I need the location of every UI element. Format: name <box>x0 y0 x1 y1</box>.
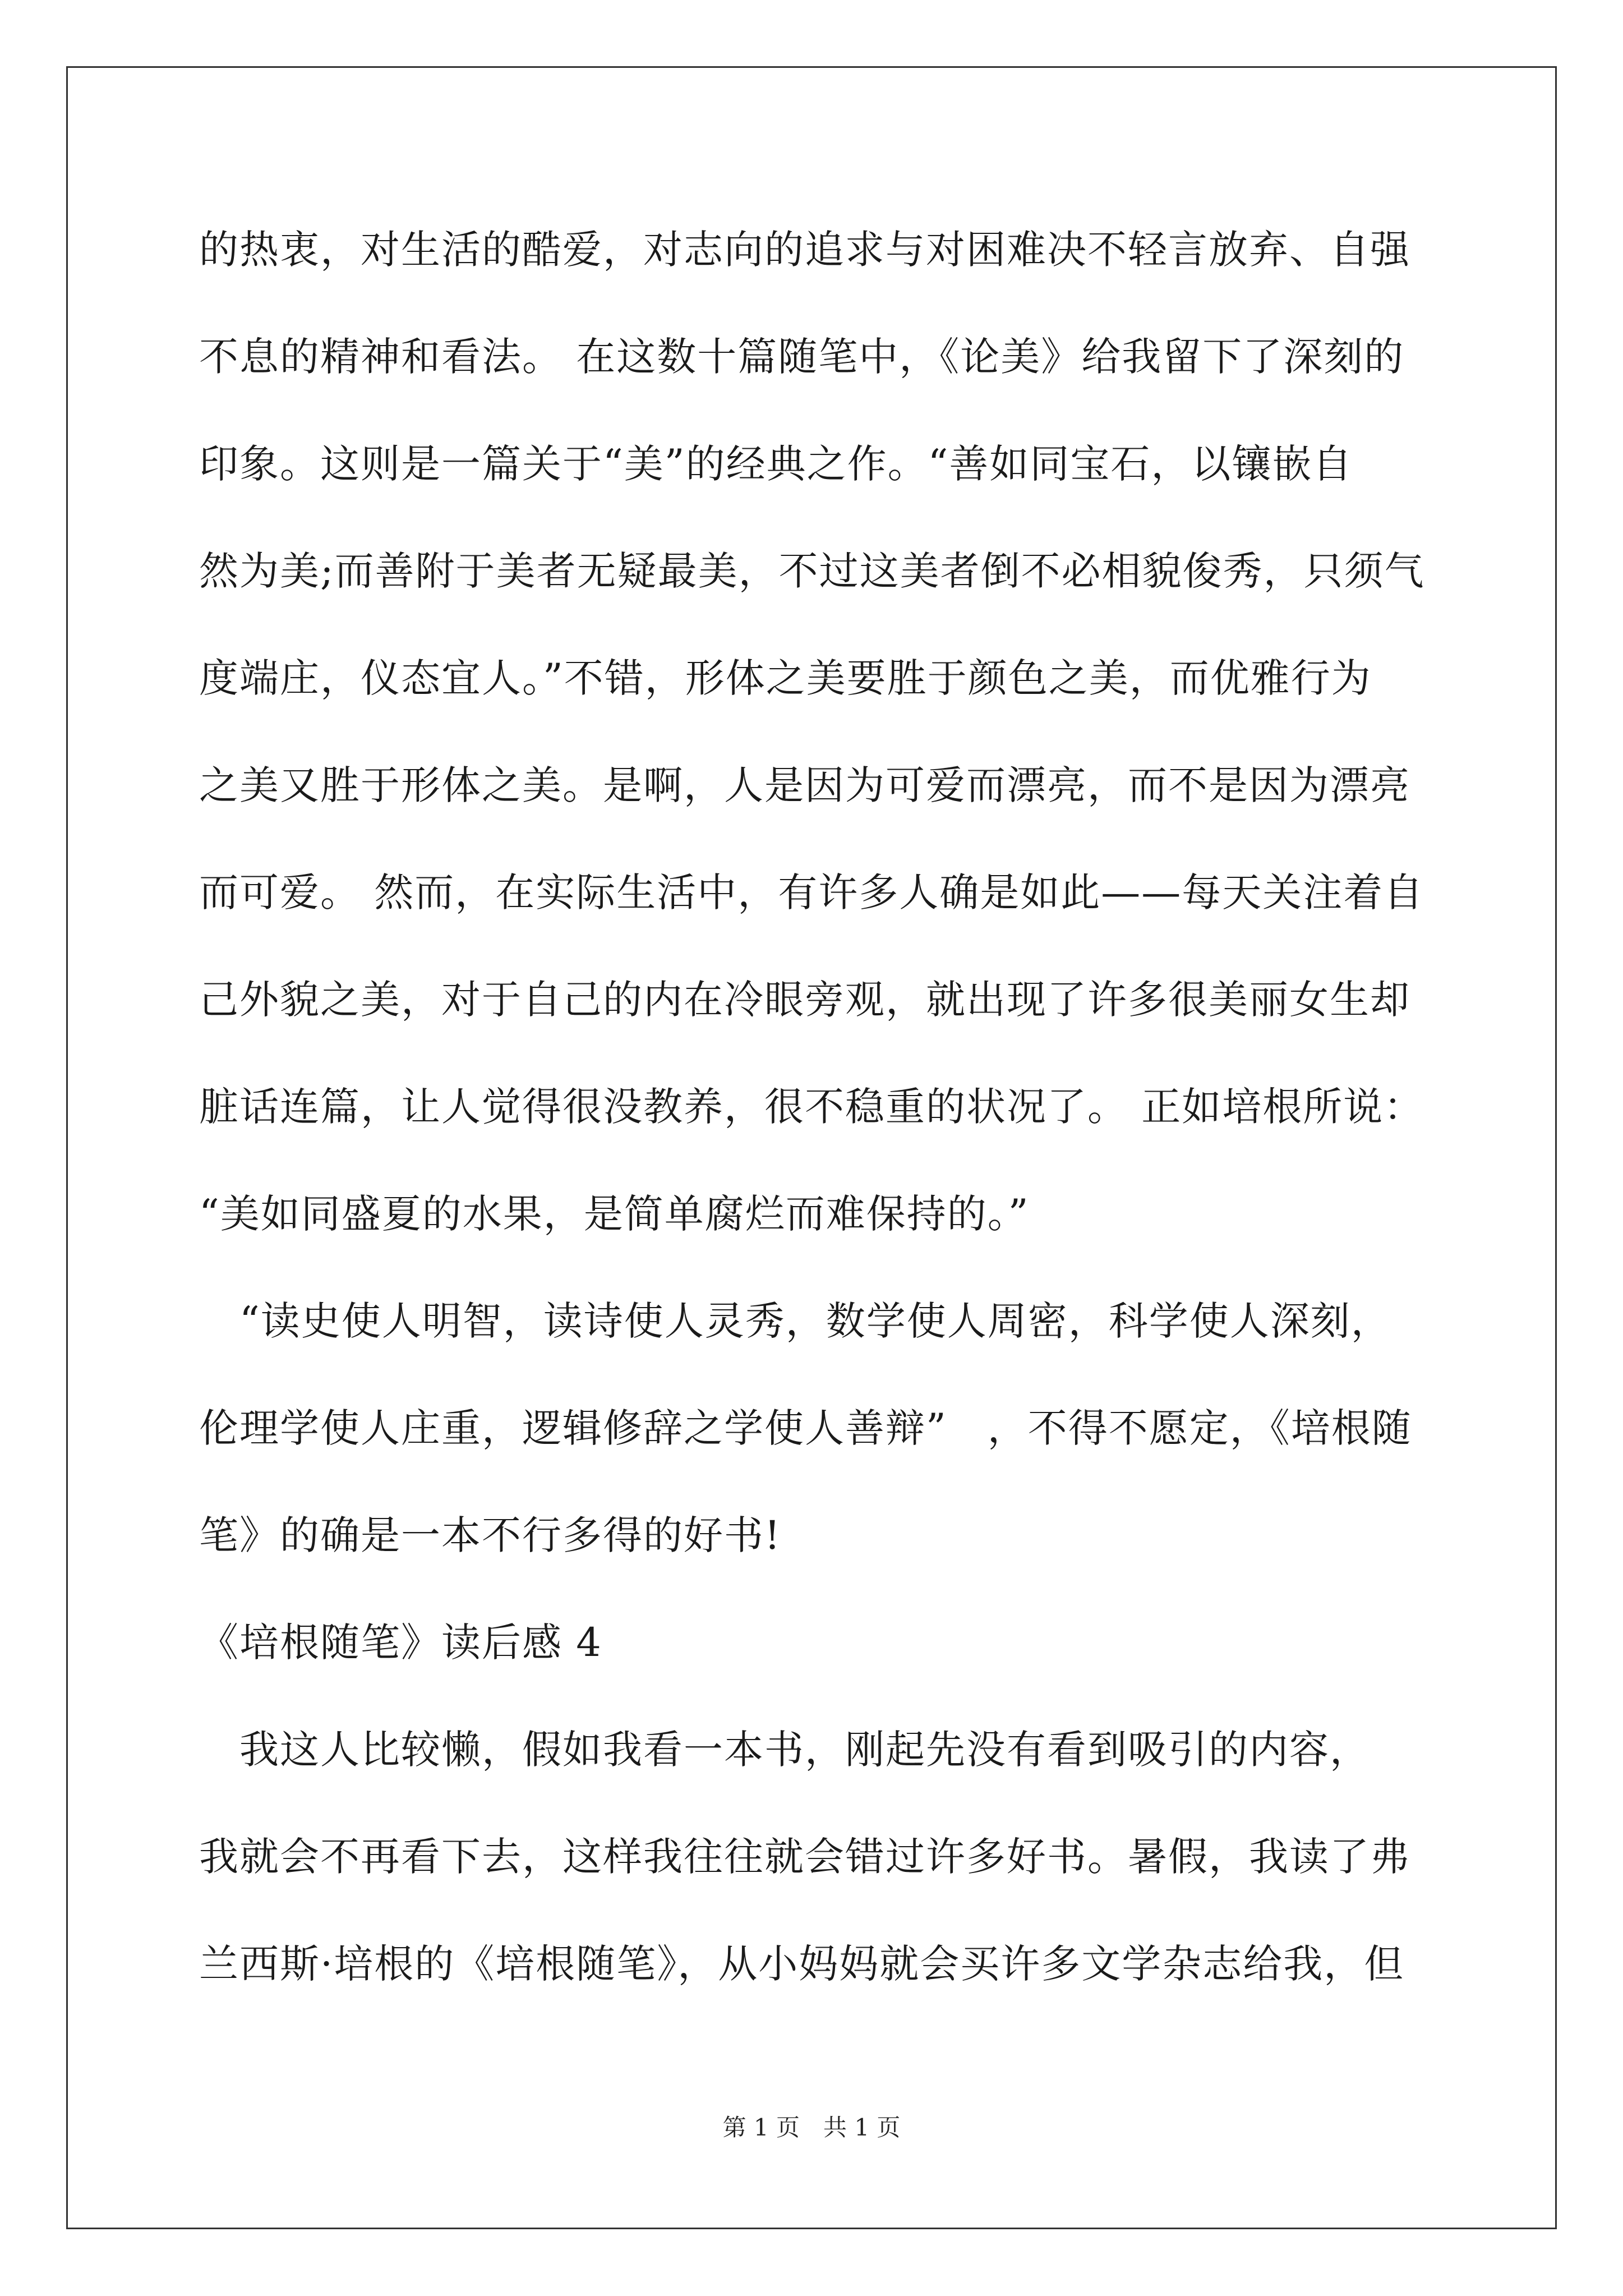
text-line: 而可爱。 然而，在实际生活中，有许多人确是如此——每天关注着自 <box>199 869 1424 915</box>
text-line: 的热衷，对生活的酷爱，对志向的追求与对困难决不轻言放弃、自强 <box>199 227 1410 273</box>
text-line: “读史使人明智，读诗使人灵秀，数学使人周密，科学使人深刻， <box>199 1298 1391 1344</box>
section-heading: 《培根随笔》读后感 4 <box>199 1619 602 1665</box>
text-line: 笔》的确是一本不行多得的好书! <box>199 1512 782 1558</box>
page-footer: 第 1 页 共 1 页 <box>722 2114 901 2141</box>
text-line: “美如同盛夏的水果，是简单腐烂而难保持的。” <box>199 1191 1030 1237</box>
text-line: 然为美;而善附于美者无疑最美，不过这美者倒不必相貌俊秀，只须气 <box>199 548 1425 594</box>
text-line: 己外貌之美，对于自己的内在冷眼旁观，就出现了许多很美丽女生却 <box>199 977 1410 1023</box>
document-body <box>199 216 1433 2037</box>
text-line: 伦理学使人庄重，逻辑修辞之学使人善辩” ，不得不愿定，《培根随 <box>199 1405 1412 1451</box>
text-line: 不息的精神和看法。 在这数十篇随笔中，《论美》给我留下了深刻的 <box>199 334 1405 380</box>
text-line: 脏话连篇，让人觉得很没教养，很不稳重的状况了。 正如培根所说： <box>199 1084 1424 1130</box>
text-line: 我就会不再看下去，这样我往往就会错过许多好书。暑假，我读了弗 <box>199 1834 1410 1880</box>
text-line: 印象。这则是一篇关于“美”的经典之作。“善如同宝石，以镶嵌自 <box>199 441 1353 487</box>
text-line: 我这人比较懒，假如我看一本书，刚起先没有看到吸引的内容， <box>199 1727 1370 1773</box>
text-line: 兰西斯·培根的《培根随笔》，从小妈妈就会买许多文学杂志给我，但 <box>199 1941 1405 1987</box>
text-line: 之美又胜于形体之美。是啊，人是因为可爱而漂亮，而不是因为漂亮 <box>199 762 1410 808</box>
text-line: 度端庄，仪态宜人。”不错，形体之美要胜于颜色之美，而优雅行为 <box>199 655 1372 701</box>
